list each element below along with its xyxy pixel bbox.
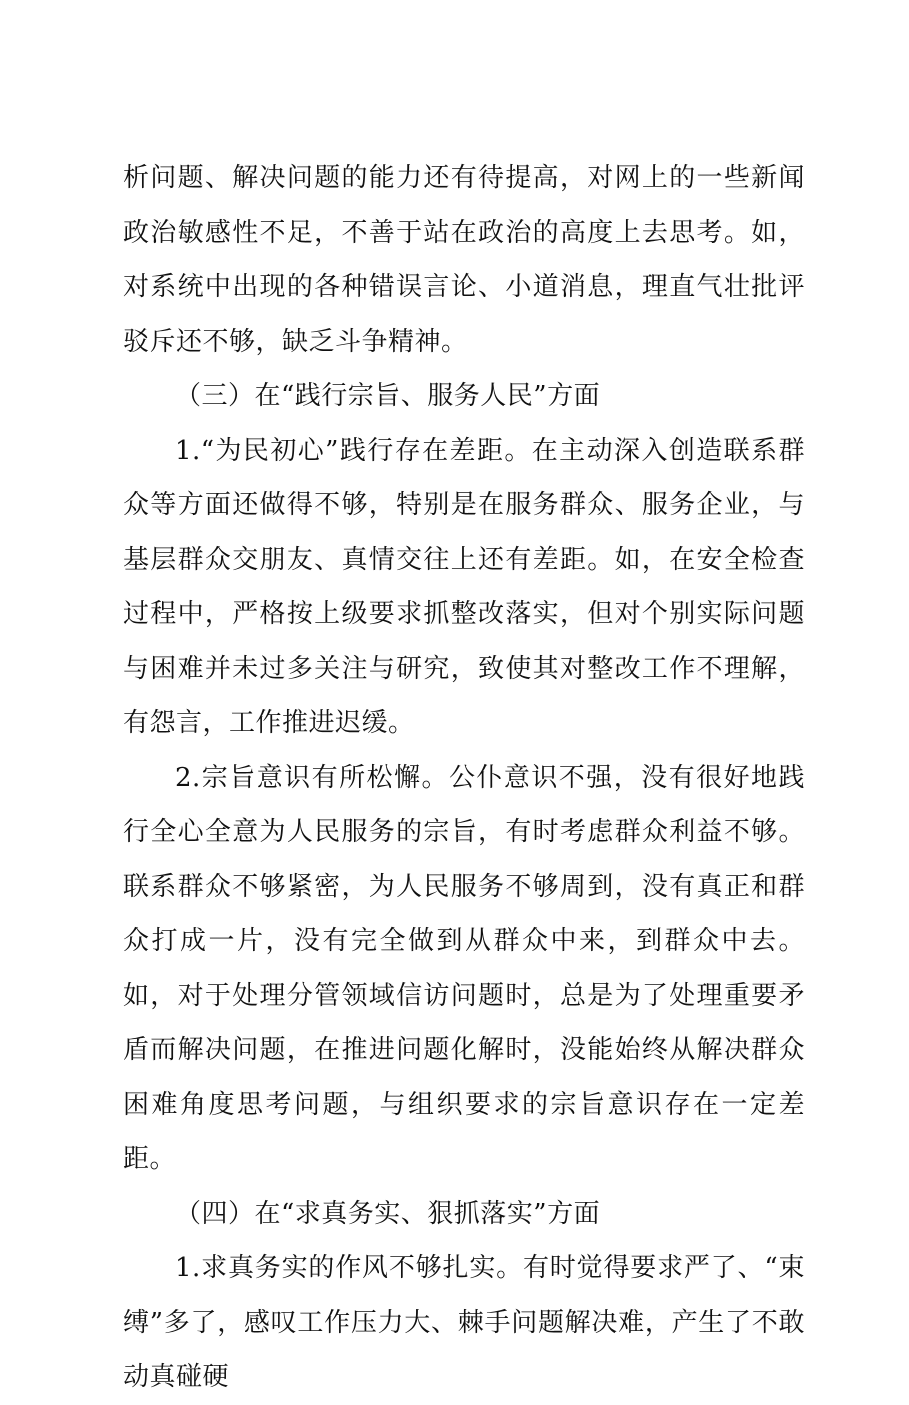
section-heading-three: （三）在“践行宗旨、服务人民”方面 [175, 381, 601, 411]
paragraph-item-1-section-four: 1.求真务实的作风不够扎实。有时觉得要求严了、“束缚”多了，感叹工作压力大、棘手问题解决难，产生了不敢动真碰硬 [123, 1253, 805, 1392]
paragraph-item-1: 1.“为民初心”践行存在差距。在主动深入创造联系群众等方面还做得不够，特别是在服务群众、服务企业，与基层群众交朋友、真情交往上还有差距。如，在安全检查过程中，严格按上级要求抓整改落实，但对个别实际问题与困难并未过多关注与研究，致使其对整改工作不理解，有怨言，工作推进迟缓。 [123, 435, 805, 738]
paragraph-item-2: 2.宗旨意识有所松懈。公仆意识不强，没有很好地践行全心全意为人民服务的宗旨，有时考虑群众利益不够。联系群众不够紧密，为人民服务不够周到，没有真正和群众打成一片，没有完全做到从群众中来，到群众中去。如，对于处理分管领域信访问题时，总是为了处理重要矛盾而解决问题，在推进问题化解时，没能始终从解决群众困难角度思考问题，与组织要求的宗旨意识存在一定差距。 [123, 762, 805, 1174]
document-body [123, 151, 805, 1405]
section-heading-four: （四）在“求真务实、狠抓落实”方面 [175, 1198, 601, 1229]
paragraph-continuation: 析问题、解决问题的能力还有待提高，对网上的一些新闻政治敏感性不足，不善于站在政治的高度上去思考。如，对系统中出现的各种错误言论、小道消息，理直气壮批评驳斥还不够，缺乏斗争精神。 [123, 163, 805, 357]
